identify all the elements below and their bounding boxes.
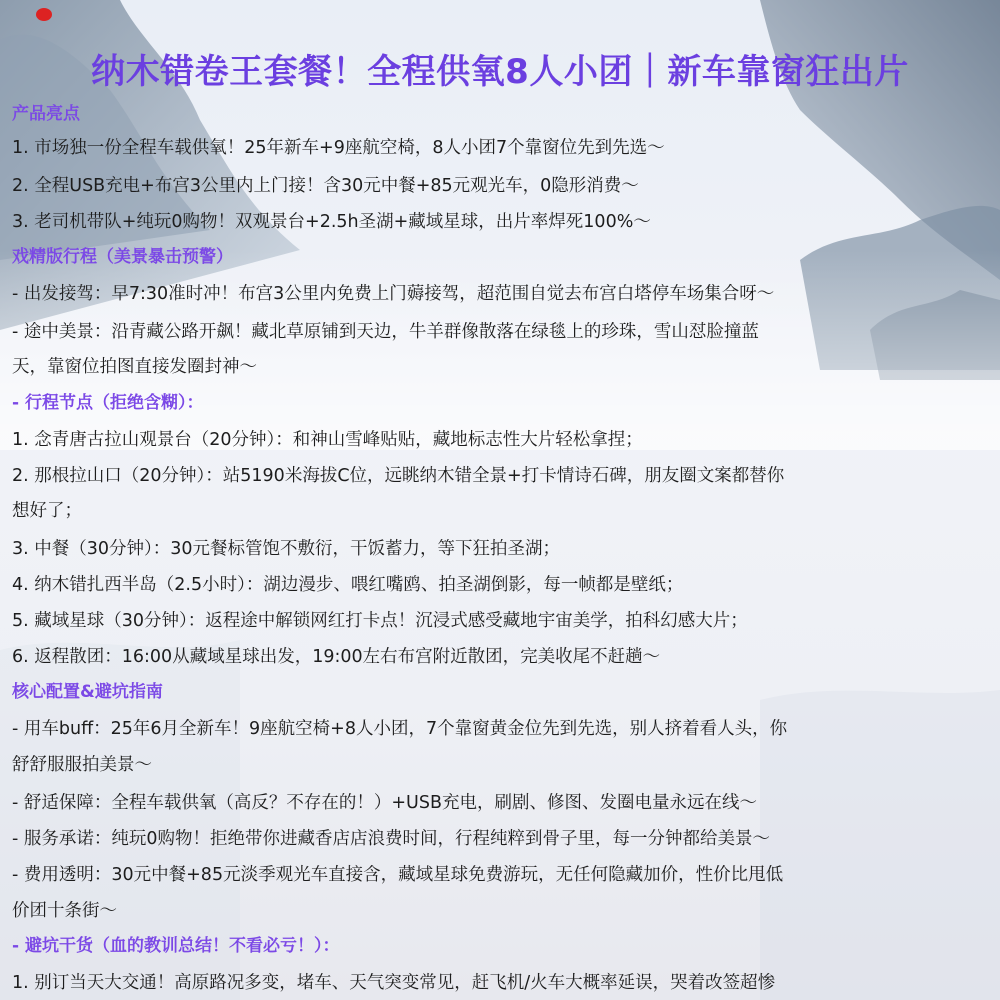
section-heading-config: 核心配置&避坑指南 bbox=[12, 682, 163, 702]
node-item: 3. 中餐（30分钟）：30元餐标管饱不敷衍，干饭蓄力，等下狂拍圣湖； bbox=[12, 539, 561, 559]
highlight-item: 2. 全程USB充电+布宫3公里内上门接！含30元中餐+85元观光车，0隐形消费～ bbox=[12, 176, 639, 196]
tip-item: 1. 别订当天大交通！高原路况多变，堵车、天气突变常见，赶飞机/火车大概率延误，哭着改签超惨 bbox=[12, 973, 776, 993]
config-item: - 服务承诺：纯玩0购物！拒绝带你进藏香店店浪费时间，行程纯粹到骨子里，每一分钟都给美景～ bbox=[12, 829, 771, 849]
node-item: 5. 藏域星球（30分钟）：返程途中解锁网红打卡点！沉浸式感受藏地宇宙美学，拍科幻感大片； bbox=[12, 611, 748, 631]
highlight-item: 3. 老司机带队+纯玩0购物！双观景台+2.5h圣湖+藏域星球，出片率焊死100%～ bbox=[12, 212, 651, 232]
node-item: 4. 纳木错扎西半岛（2.5小时）：湖边漫步、喂红嘴鸥、拍圣湖倒影，每一帧都是壁纸； bbox=[12, 575, 684, 595]
node-item-continued: 想好了； bbox=[12, 501, 82, 521]
config-item: - 舒适保障：全程车载供氧（高反？不存在的！）+USB充电，刷剧、修图、发圈电量永远在线～ bbox=[12, 793, 757, 813]
node-item: 6. 返程散团：16:00从藏域星球出发，19:00左右布宫附近散团，完美收尾不赶趟～ bbox=[12, 647, 661, 667]
section-heading-highlights: 产品亮点 bbox=[12, 104, 80, 124]
node-item: 2. 那根拉山口（20分钟）：站5190米海拔C位，远眺纳木错全景+打卡情诗石碑，朋友圈文案都替你 bbox=[12, 466, 785, 486]
itinerary-item-continued: 天，靠窗位拍图直接发圈封神～ bbox=[12, 357, 257, 377]
node-item: 1. 念青唐古拉山观景台（20分钟）：和神山雪峰贴贴，藏地标志性大片轻松拿捏； bbox=[12, 430, 643, 450]
red-seal-dot bbox=[36, 8, 52, 21]
section-heading-nodes: - 行程节点（拒绝含糊）： bbox=[12, 393, 204, 413]
itinerary-item: - 出发接驾：早7:30准时冲！布宫3公里内免费上门薅接驾，超范围自觉去布宫白塔停车场集合呀～ bbox=[12, 284, 775, 304]
highlight-item: 1. 市场独一份全程车载供氧！25年新车+9座航空椅，8人小团7个靠窗位先到先选～ bbox=[12, 138, 665, 158]
config-item: - 用车buff：25年6月全新车！9座航空椅+8人小团，7个靠窗黄金位先到先选，别人挤着看人头，你 bbox=[12, 719, 788, 739]
config-item: - 费用透明：30元中餐+85元淡季观光车直接含，藏域星球免费游玩，无任何隐藏加价，性价比甩低 bbox=[12, 865, 784, 885]
page-title: 纳木错卷王套餐！全程供氧8人小团｜新车靠窗狂出片 bbox=[91, 52, 909, 92]
config-item-continued: 舒舒服服拍美景～ bbox=[12, 755, 152, 775]
itinerary-item: - 途中美景：沿青藏公路开飙！藏北草原铺到天边，牛羊群像散落在绿毯上的珍珠，雪山怼脸撞蓝 bbox=[12, 322, 759, 342]
config-item-continued: 价团十条街～ bbox=[12, 901, 117, 921]
section-heading-itinerary: 戏精版行程（美景暴击预警） bbox=[12, 247, 233, 267]
section-heading-tips: - 避坑干货（血的教训总结！不看必亏！）： bbox=[12, 936, 340, 956]
